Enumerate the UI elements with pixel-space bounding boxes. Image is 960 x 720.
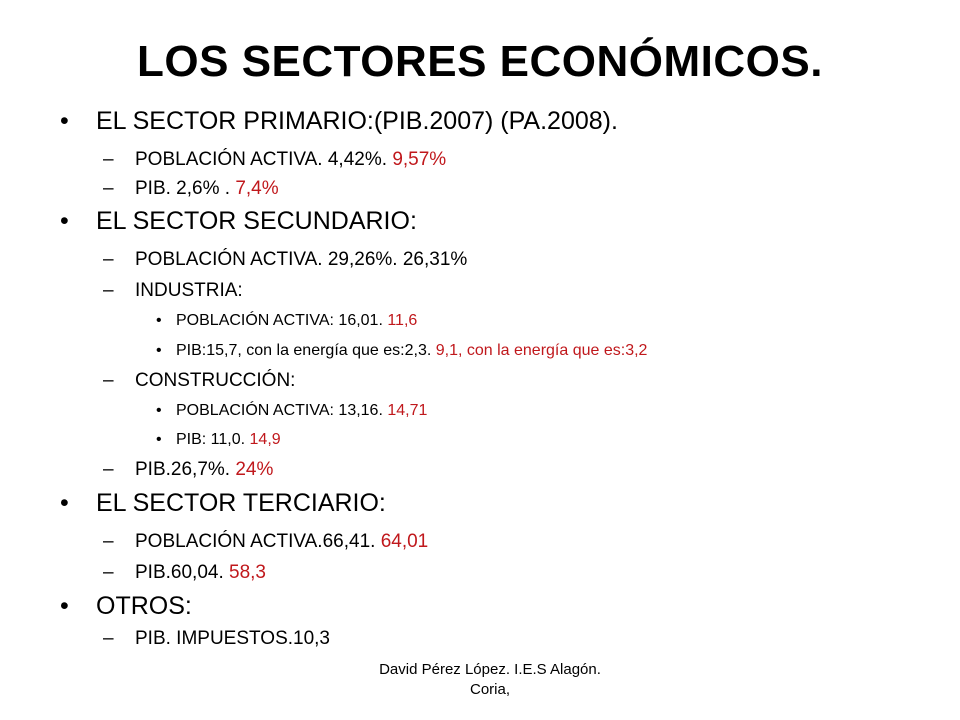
dash-marker: –: [103, 149, 114, 170]
dash-marker: –: [103, 370, 114, 391]
list-item: [103, 561, 266, 585]
item-text: EL SECTOR SECUNDARIO:: [96, 207, 417, 235]
list-item: [103, 369, 295, 393]
item-text: CONSTRUCCIÓN:: [135, 370, 296, 391]
list-item: [60, 591, 192, 621]
item-value-red: 9,1, con la energía que es:3,2: [435, 342, 648, 359]
dash-marker: –: [103, 178, 114, 199]
bullet-marker: •: [60, 107, 69, 135]
item-text: POBLACIÓN ACTIVA: 16,01.: [176, 312, 388, 329]
item-value-red: 24%: [235, 459, 274, 480]
dash-marker: –: [103, 249, 114, 270]
item-value-red: 64,01: [380, 531, 429, 552]
item-value-red: 11,6: [387, 312, 418, 329]
dash-marker: –: [103, 562, 114, 583]
bullet-marker: •: [156, 402, 162, 419]
item-text: PIB.26,7%.: [135, 459, 236, 480]
bullet-marker: •: [156, 431, 162, 448]
dash-marker: –: [103, 280, 114, 301]
item-value-red: 9,57%: [392, 149, 447, 170]
bullet-marker: •: [60, 489, 69, 517]
bullet-marker: •: [156, 312, 162, 329]
list-item: [156, 341, 647, 361]
list-item: [103, 279, 243, 303]
dash-marker: –: [103, 628, 114, 649]
list-item: [156, 311, 417, 331]
list-item: [103, 627, 330, 651]
item-text: INDUSTRIA:: [135, 280, 243, 301]
list-item: [60, 488, 386, 518]
item-value-red: 14,71: [387, 402, 428, 419]
item-text: POBLACIÓN ACTIVA.66,41.: [135, 531, 381, 552]
item-text: POBLACIÓN ACTIVA. 4,42%.: [135, 149, 393, 170]
list-item: [103, 148, 446, 172]
dash-marker: –: [103, 531, 114, 552]
item-text: EL SECTOR TERCIARIO:: [96, 489, 386, 517]
bullet-marker: •: [60, 592, 69, 620]
list-item: [60, 206, 417, 236]
list-item: [103, 458, 273, 482]
list-item: [103, 177, 279, 201]
slide-footer: [300, 660, 680, 700]
item-value-red: 58,3: [229, 562, 266, 583]
list-item: [60, 106, 618, 136]
item-text: PIB:15,7, con la energía que es:2,3.: [176, 342, 436, 359]
item-text: PIB.60,04.: [135, 562, 230, 583]
bullet-marker: •: [156, 342, 162, 359]
item-text: PIB. IMPUESTOS.10,3: [135, 628, 331, 649]
item-value-red: 7,4%: [235, 178, 279, 199]
bullet-marker: •: [60, 207, 69, 235]
list-item: [156, 430, 281, 450]
footer-line: David Pérez López. I.E.S Alagón.: [379, 661, 601, 678]
footer-line: Coria,: [469, 681, 510, 698]
item-text: POBLACIÓN ACTIVA: 13,16.: [176, 402, 388, 419]
item-text: PIB. 2,6% .: [135, 178, 236, 199]
item-value-red: 14,9: [249, 431, 281, 448]
list-item: [103, 530, 428, 554]
list-item: [103, 248, 467, 272]
slide-title: LOS SECTORES ECONÓMICOS.: [137, 37, 823, 86]
item-text: EL SECTOR PRIMARIO:(PIB.2007) (PA.2008).: [96, 107, 618, 135]
item-text: OTROS:: [96, 592, 192, 620]
item-text: PIB: 11,0.: [176, 431, 250, 448]
list-item: [156, 401, 427, 421]
item-text: POBLACIÓN ACTIVA. 29,26%. 26,31%: [135, 249, 468, 270]
dash-marker: –: [103, 459, 114, 480]
